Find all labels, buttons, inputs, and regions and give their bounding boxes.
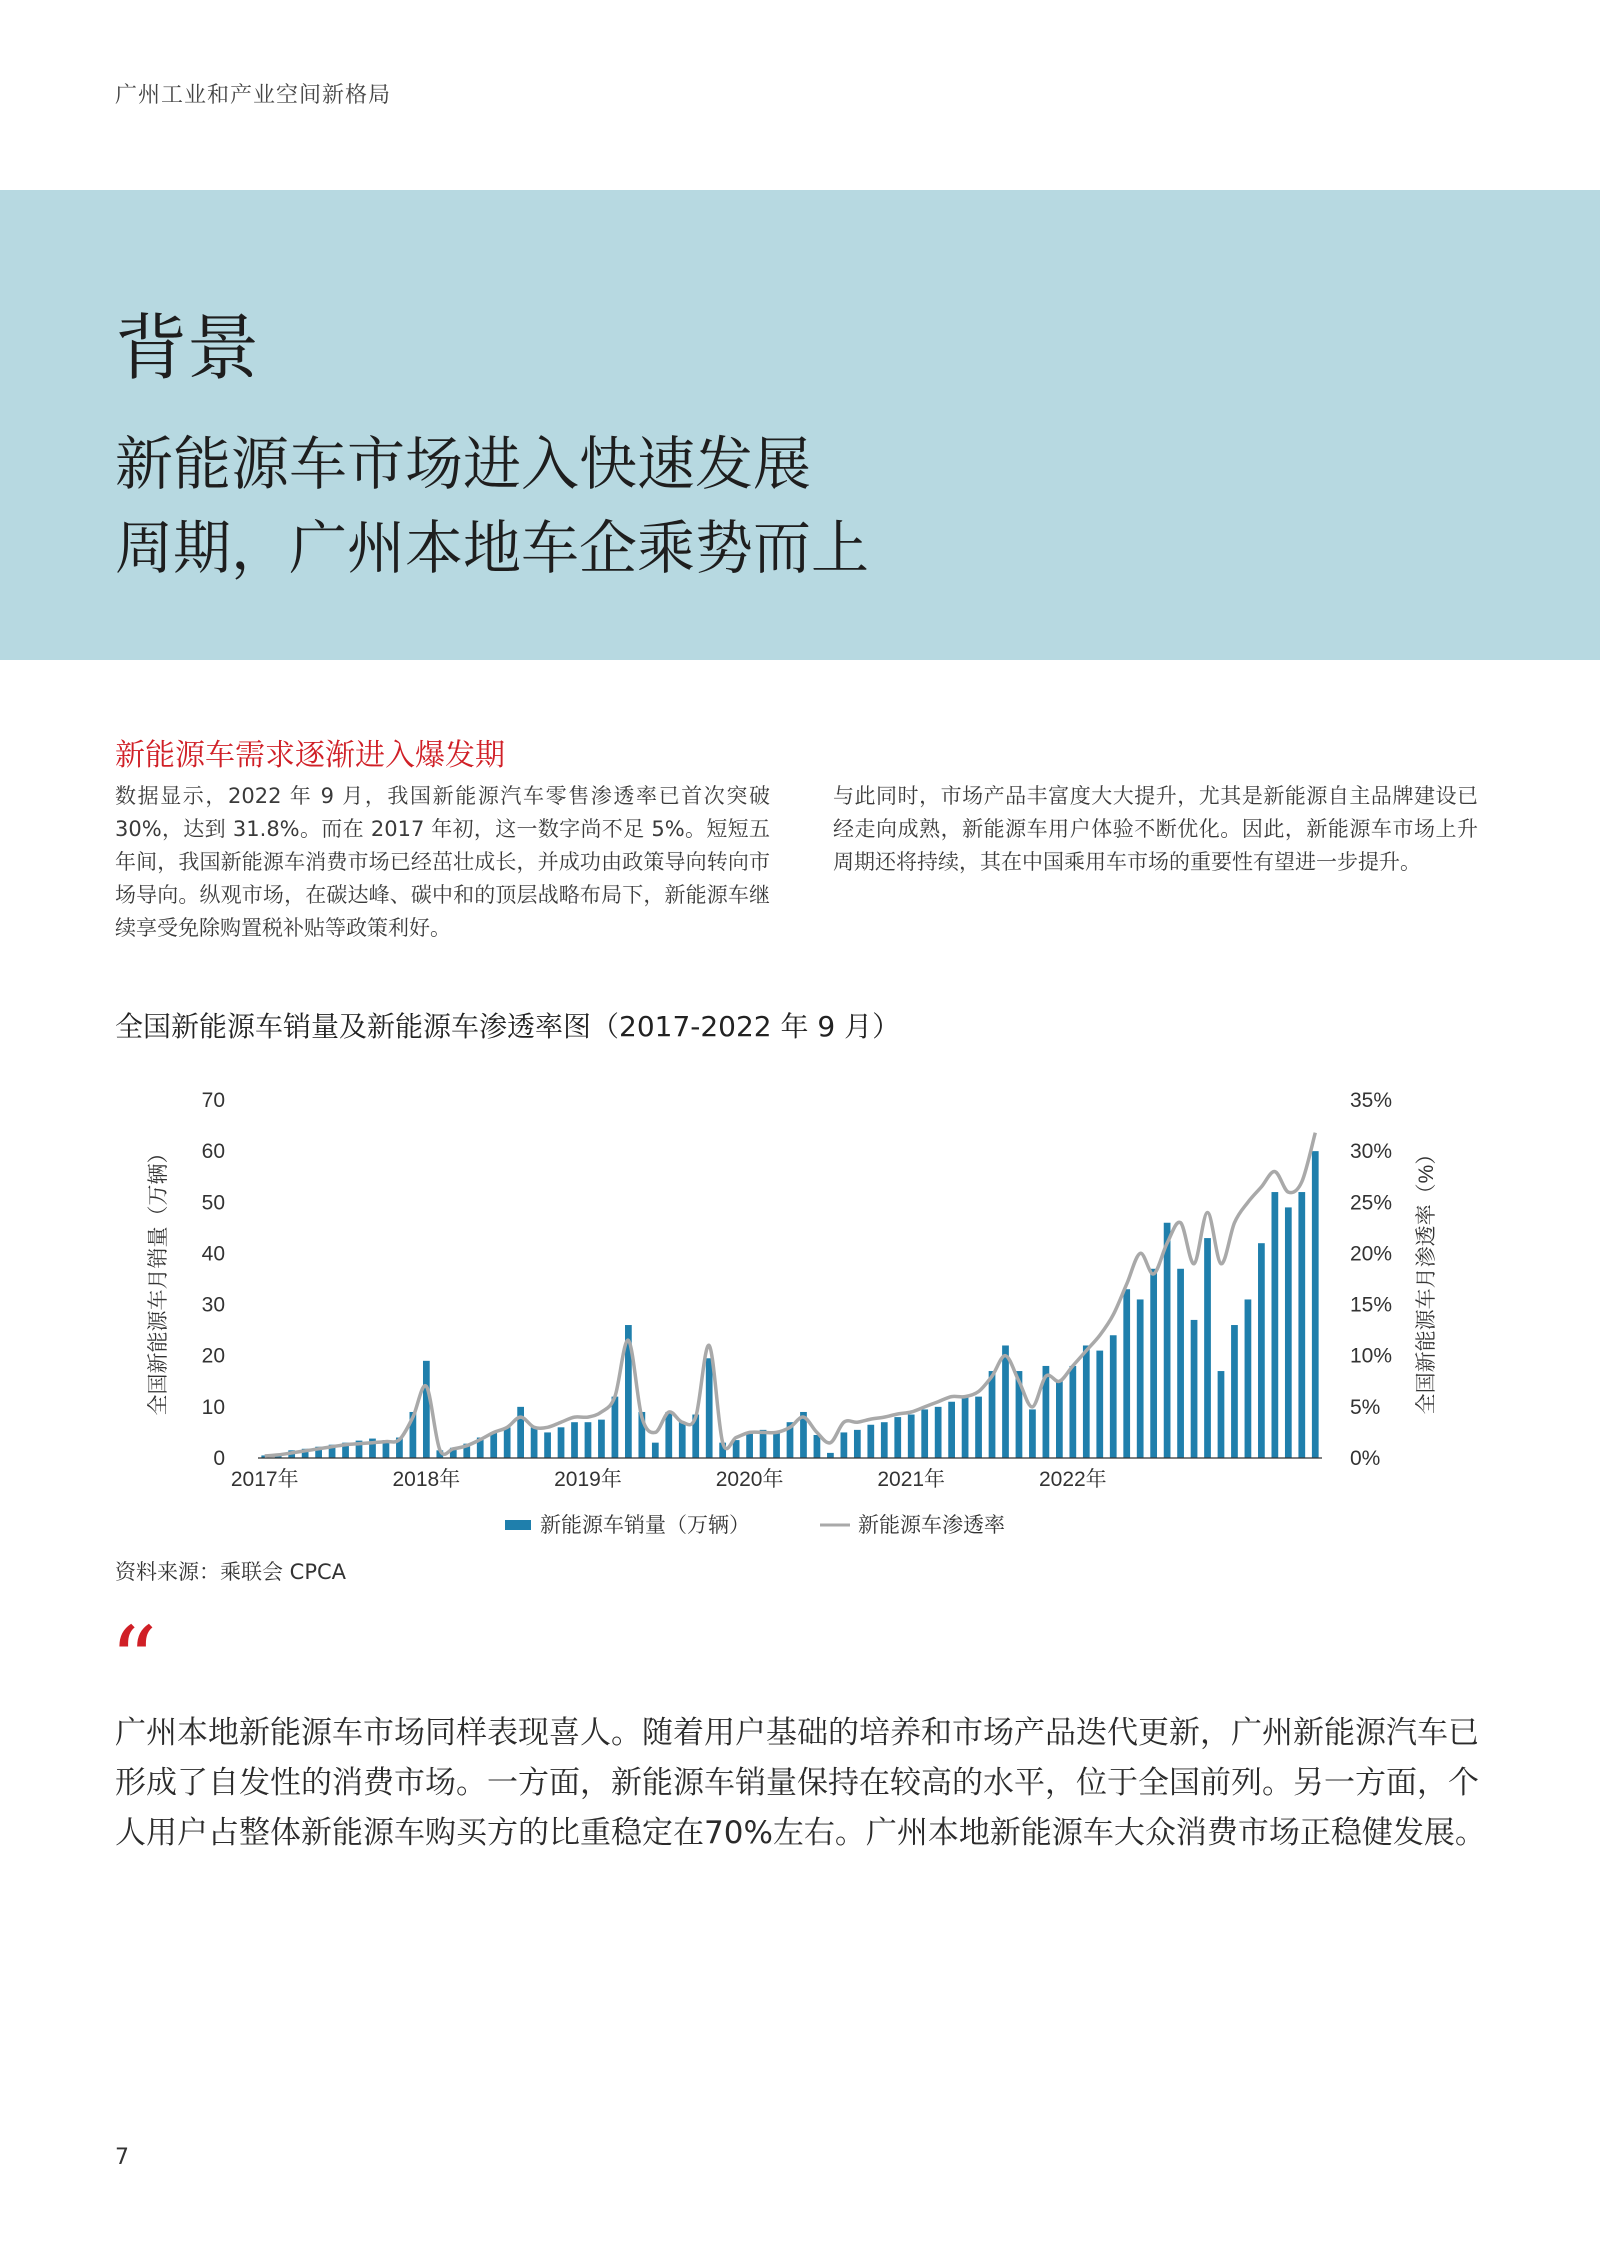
bar-mark — [841, 1432, 848, 1458]
y-right-tick-label: 15% — [1350, 1293, 1393, 1317]
bar-mark — [1069, 1366, 1076, 1458]
legend-bar-swatch — [505, 1520, 531, 1530]
bar-mark — [1285, 1207, 1292, 1458]
legend-bar-label: 新能源车销量（万辆） — [540, 1514, 750, 1537]
bar-mark — [1298, 1192, 1305, 1458]
chart-title: 全国新能源车销量及新能源车渗透率图（2017-2022 年 9 月） — [115, 1010, 901, 1043]
bar-mark — [1177, 1269, 1184, 1458]
bar-mark — [558, 1427, 565, 1458]
y-right-tick-label: 10% — [1350, 1344, 1393, 1368]
bar-mark — [504, 1427, 511, 1458]
y-left-tick-label: 20 — [201, 1344, 225, 1368]
bar-mark — [1029, 1409, 1036, 1458]
bar-mark — [1110, 1335, 1117, 1458]
y-left-tick-label: 50 — [201, 1191, 225, 1215]
bar-mark — [827, 1453, 834, 1458]
bar-mark — [854, 1430, 861, 1458]
bar-mark — [935, 1407, 942, 1458]
y-left-axis-title: 全国新能源车月销量（万辆） — [147, 1142, 170, 1416]
bar-mark — [1231, 1325, 1238, 1458]
bar-mark — [706, 1358, 713, 1458]
bar-mark — [571, 1422, 578, 1458]
bar-mark — [746, 1432, 753, 1458]
headline — [115, 422, 869, 590]
bar-mark — [598, 1420, 605, 1458]
chart-container — [100, 1075, 1510, 1560]
bar-mark — [1150, 1269, 1157, 1458]
bar-mark — [423, 1361, 430, 1458]
paragraph-left: 数据显示，2022 年 9 月，我国新能源汽车零售渗透率已首次突破 30%，达到 31.8%。而在 2017 年初，这一数字尚不足 5%。短短五年间，我国新能源车消费市场已经茁壮成长，并成功由政策导向转向市场导向。纵观市场，在碳达峰、碳中和的顶层战略布局下，新能源车继续享受免除购置税补贴等政策利好。 — [115, 784, 770, 940]
y-right-tick-label: 5% — [1350, 1395, 1381, 1419]
y-left-tick-label: 10 — [201, 1395, 225, 1419]
bar-mark — [1123, 1289, 1130, 1458]
y-left-tick-label: 0 — [213, 1447, 225, 1470]
bar-mark — [1137, 1299, 1144, 1458]
y-right-axis-title: 全国新能源车月渗透率（%） — [1415, 1143, 1438, 1415]
bar-mark — [773, 1432, 780, 1458]
sub-heading: 新能源车需求逐渐进入爆发期 — [115, 738, 505, 773]
y-left-tick-label: 30 — [201, 1293, 225, 1317]
header-label: 广州工业和产业空间新格局 — [115, 83, 392, 108]
bar-mark — [1271, 1192, 1278, 1458]
y-right-tick-label: 35% — [1350, 1089, 1393, 1112]
y-left-tick-label: 40 — [201, 1242, 225, 1266]
bar-mark — [652, 1443, 659, 1458]
bar-mark — [989, 1371, 996, 1458]
x-tick-label: 2019年 — [554, 1468, 622, 1491]
bar-mark — [975, 1397, 982, 1458]
y-right-tick-label: 0% — [1350, 1447, 1381, 1470]
bar-mark — [1258, 1243, 1265, 1458]
bar-mark — [867, 1425, 874, 1458]
bar-mark — [1245, 1299, 1252, 1458]
bar-mark — [881, 1422, 888, 1458]
chart — [100, 1075, 1510, 1560]
bar-mark — [962, 1397, 969, 1458]
x-tick-label: 2018年 — [392, 1468, 461, 1491]
bar-mark — [1056, 1381, 1063, 1458]
bar-mark — [531, 1427, 538, 1458]
y-right-tick-label: 30% — [1350, 1140, 1393, 1164]
page-number: 7 — [115, 2145, 129, 2170]
bar-mark — [1002, 1345, 1009, 1458]
bar-mark — [1096, 1351, 1103, 1458]
x-tick-label: 2021年 — [877, 1468, 946, 1491]
penetration-rate-line — [265, 1133, 1316, 1456]
quote-text: 广州本地新能源车市场同样表现喜人。随着用户基础的培养和市场产品迭代更新，广州新能源汽车已形成了自发性的消费市场。一方面，新能源车销量保持在较高的水平，位于全国前列。另一方面，个人用户占整体新能源车购买方的比重稳定在70%左右。广州本地新能源车大众消费市场正稳健发展。 — [115, 1715, 1486, 1851]
legend-line-label: 新能源车渗透率 — [858, 1514, 1005, 1537]
bar-mark — [517, 1407, 524, 1458]
bar-mark — [1191, 1320, 1198, 1458]
bar-mark — [1204, 1238, 1211, 1458]
bar-mark — [1312, 1151, 1319, 1458]
bar-mark — [894, 1417, 901, 1458]
bar-mark — [665, 1412, 672, 1458]
bar-mark — [814, 1435, 821, 1458]
headline-line-1: 新能源车市场进入快速发展 — [115, 430, 812, 498]
section-title: 背景 — [115, 306, 260, 390]
bar-mark — [490, 1432, 497, 1458]
x-tick-label: 2020年 — [715, 1468, 784, 1491]
y-right-tick-label: 25% — [1350, 1191, 1393, 1215]
x-tick-label: 2022年 — [1038, 1468, 1107, 1491]
quote-mark-icon: “ — [110, 1607, 158, 1714]
source-note: 资料来源：乘联会 CPCA — [115, 1560, 347, 1584]
headline-line-2: 周期，广州本地车企乘势而上 — [115, 514, 870, 582]
bar-mark — [585, 1422, 592, 1458]
y-right-tick-label: 20% — [1350, 1242, 1393, 1266]
bar-mark — [544, 1432, 551, 1458]
banner — [0, 190, 1600, 660]
bar-mark — [908, 1415, 915, 1458]
bar-mark — [1218, 1371, 1225, 1458]
bar-mark — [1164, 1223, 1171, 1458]
bar-mark — [1083, 1345, 1090, 1458]
bar-mark — [948, 1402, 955, 1458]
bar-mark — [921, 1409, 928, 1458]
x-tick-label: 2017年 — [230, 1468, 299, 1491]
bar-mark — [612, 1397, 619, 1458]
paragraph-right: 与此同时，市场产品丰富度大大提升，尤其是新能源自主品牌建设已经走向成熟，新能源车用户体验不断优化。因此，新能源车市场上升周期还将持续，其在中国乘用车市场的重要性有望进一步提升。 — [833, 784, 1478, 874]
y-left-tick-label: 70 — [201, 1089, 225, 1112]
y-left-tick-label: 60 — [201, 1140, 225, 1164]
bar-mark — [679, 1422, 686, 1458]
